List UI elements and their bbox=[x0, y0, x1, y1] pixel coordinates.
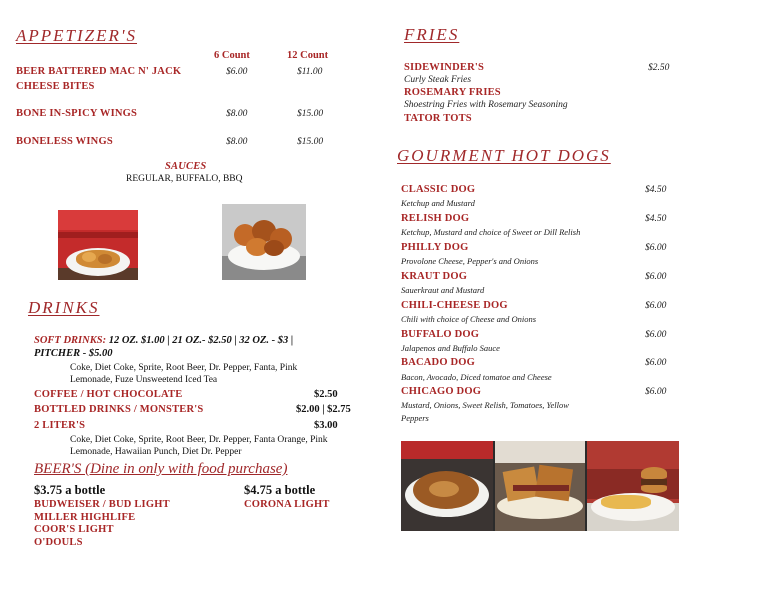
menu-item-name: TATOR TOTS bbox=[404, 113, 472, 124]
col-12-count: 12 Count bbox=[287, 50, 329, 61]
fries-title: FRIES bbox=[404, 25, 460, 44]
soft-drinks-line bbox=[34, 335, 293, 346]
soft-drinks-prices: 12 OZ. $1.00 | 21 OZ.- $2.50 | 32 OZ. - $3 | bbox=[106, 335, 294, 346]
menu-item-name: SIDEWINDER'S bbox=[404, 62, 485, 73]
soft-drinks-list: Lemonade, Fuze Unsweetend Iced Tea bbox=[70, 375, 218, 385]
menu-item-name: CLASSIC DOG bbox=[401, 184, 476, 195]
menu-item-desc: Peppers bbox=[401, 413, 429, 423]
liter-list: Coke, Diet Coke, Sprite, Root Beer, Dr. Pepper, Fanta Orange, Pink bbox=[70, 435, 328, 445]
menu-item-price: $6.00 bbox=[645, 301, 667, 311]
beer-item: MILLER HIGHLIFE bbox=[34, 512, 136, 523]
menu-item-name: CHICAGO DOG bbox=[401, 386, 482, 397]
menu-item-desc: Mustard, Onions, Sweet Relish, Tomatoes, Yellow bbox=[401, 400, 569, 410]
menu-item-desc: Bacon, Avocado, Diced tomatoe and Cheese bbox=[401, 372, 552, 382]
menu-item-price: $3.00 bbox=[314, 420, 338, 431]
beer-item: O'DOULS bbox=[34, 537, 83, 548]
menu-item-price: $11.00 bbox=[297, 67, 323, 77]
menu-item-price: $8.00 bbox=[226, 137, 248, 147]
menu-item-name: BUFFALO DOG bbox=[401, 329, 480, 340]
menu-item-name: BACADO DOG bbox=[401, 357, 476, 368]
menu-item-price: $4.50 bbox=[645, 185, 667, 195]
wings-photo bbox=[222, 204, 306, 280]
menu-item-price: $6.00 bbox=[645, 387, 667, 397]
menu-item-price: $6.00 bbox=[226, 67, 248, 77]
menu-item-desc: Jalapenos and Buffalo Sauce bbox=[401, 343, 500, 353]
soft-drinks-list: Coke, Diet Coke, Sprite, Root Beer, Dr. Pepper, Fanta, Pink bbox=[70, 363, 298, 373]
col-6-count: 6 Count bbox=[214, 50, 250, 61]
menu-item-name: BONELESS WINGS bbox=[16, 136, 113, 147]
menu-item-price: $4.50 bbox=[645, 214, 667, 224]
menu-item-name: BEER BATTERED MAC N' JACK bbox=[16, 66, 182, 77]
menu-item-desc: Provolone Cheese, Pepper's and Onions bbox=[401, 256, 539, 266]
menu-item-name: 2 LITER'S bbox=[34, 420, 86, 431]
sauces-title: SAUCES bbox=[165, 161, 207, 172]
menu-item-name: BONE IN-SPICY WINGS bbox=[16, 108, 138, 119]
menu-item-price: $2.50 bbox=[648, 63, 670, 73]
menu-item-name: CHEESE BITES bbox=[16, 81, 95, 92]
hotdogs-title: GOURMENT HOT DOGS bbox=[397, 146, 611, 165]
menu-item-price: $6.00 bbox=[645, 330, 667, 340]
menu-item-price: $15.00 bbox=[297, 109, 324, 119]
beer-price-2: $4.75 a bottle bbox=[244, 483, 316, 497]
pitcher-price: PITCHER - $5.00 bbox=[34, 348, 113, 359]
menu-item-name: COFFEE / HOT CHOCOLATE bbox=[34, 389, 183, 400]
sauces-list: REGULAR, BUFFALO, BBQ bbox=[126, 174, 243, 184]
mac-bites-photo bbox=[58, 210, 138, 280]
menu-item-desc: Sauerkraut and Mustard bbox=[401, 285, 485, 295]
menu-item-price: $2.50 bbox=[314, 389, 338, 400]
menu-item-price: $15.00 bbox=[297, 137, 324, 147]
menu-item-name: RELISH DOG bbox=[401, 213, 470, 224]
menu-item-name: KRAUT DOG bbox=[401, 271, 468, 282]
menu-item-desc: Ketchup and Mustard bbox=[401, 198, 475, 208]
menu-item-price: $6.00 bbox=[645, 272, 667, 282]
menu-item-desc: Ketchup, Mustard and choice of Sweet or Dill Relish bbox=[401, 227, 581, 237]
menu-item-desc: Curly Steak Fries bbox=[404, 75, 472, 85]
drinks-title: DRINKS bbox=[28, 298, 100, 317]
hotdogs-photo-strip bbox=[401, 441, 679, 531]
menu-item-name: ROSEMARY FRIES bbox=[404, 87, 501, 98]
menu-item-desc: Chili with choice of Cheese and Onions bbox=[401, 314, 537, 324]
liter-list: Lemonade, Hawaiian Punch, Diet Dr. Pepper bbox=[70, 447, 242, 457]
menu-item-price: $6.00 bbox=[645, 358, 667, 368]
soft-drinks-label: SOFT DRINKS: bbox=[34, 335, 107, 346]
menu-item-name: CHILI-CHEESE DOG bbox=[401, 300, 508, 311]
beer-item: BUDWEISER / BUD LIGHT bbox=[34, 499, 170, 510]
menu-item-price: $8.00 bbox=[226, 109, 248, 119]
appetizers-title: APPETIZER'S bbox=[16, 26, 138, 45]
beer-item: COOR'S LIGHT bbox=[34, 524, 114, 535]
beers-title: BEER'S (Dine in only with food purchase) bbox=[34, 461, 288, 477]
menu-item-name: BOTTLED DRINKS / MONSTER'S bbox=[34, 404, 204, 415]
menu-item-price: $2.00 | $2.75 bbox=[296, 404, 351, 415]
menu-item-desc: Shoestring Fries with Rosemary Seasoning bbox=[404, 100, 568, 110]
beer-item: CORONA LIGHT bbox=[244, 499, 330, 510]
beer-price-1: $3.75 a bottle bbox=[34, 483, 106, 497]
menu-item-price: $6.00 bbox=[645, 243, 667, 253]
menu-item-name: PHILLY DOG bbox=[401, 242, 469, 253]
